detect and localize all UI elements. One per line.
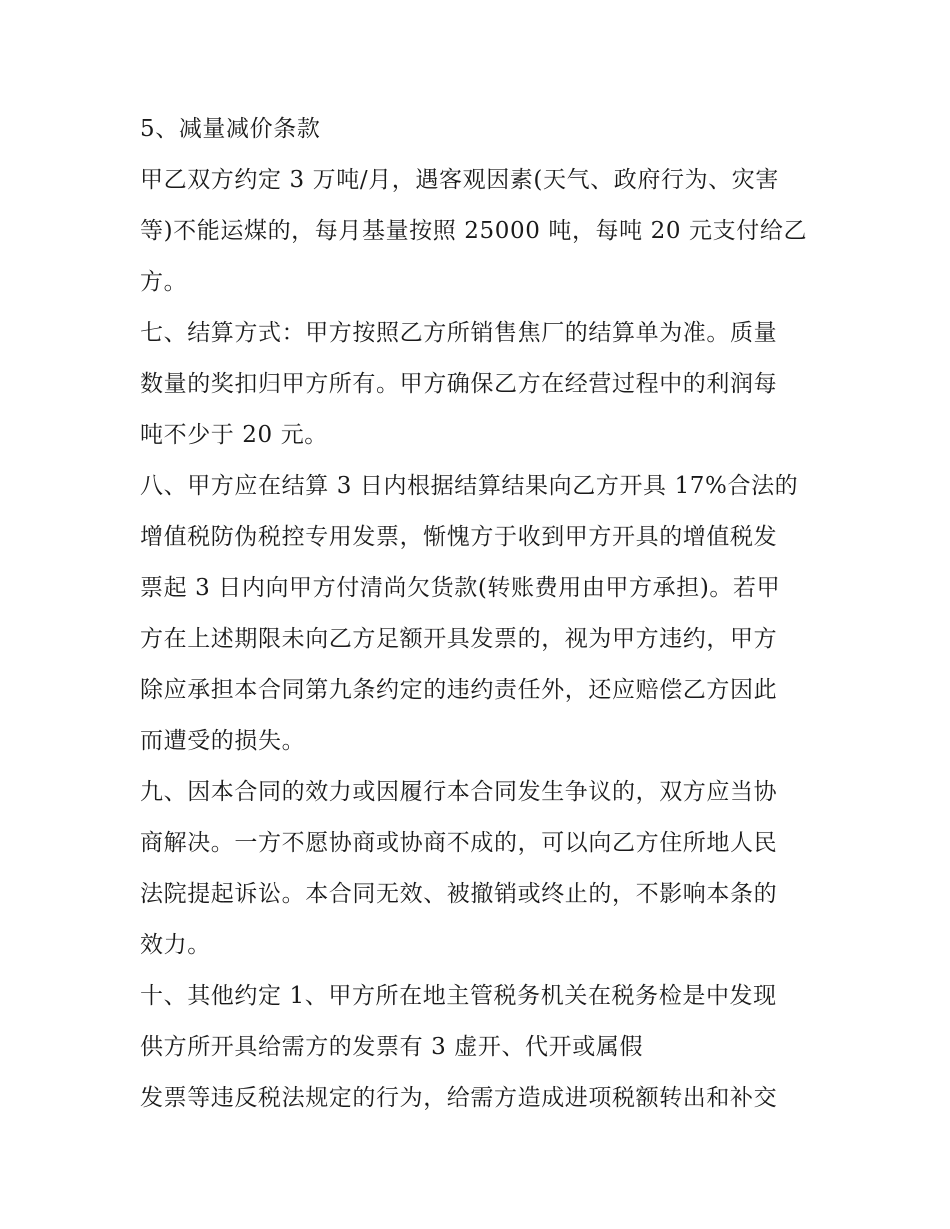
text-line: 七、结算方式：甲方按照乙方所销售焦厂的结算单为准。质量 bbox=[140, 320, 778, 346]
text-line: 增值税防伪税控专用发票，惭愧方于收到甲方开具的增值税发 bbox=[140, 524, 778, 550]
text-line: 发票等违反税法规定的行为，给需方造成进项税额转出和补交 bbox=[140, 1085, 778, 1111]
clause-7-settlement bbox=[140, 308, 820, 461]
document-body bbox=[140, 104, 820, 1124]
clause-8-invoice bbox=[140, 461, 820, 767]
text-line: 数量的奖扣归甲方所有。甲方确保乙方在经营过程中的利润每 bbox=[140, 371, 778, 397]
text-line: 而遭受的损失。 bbox=[140, 728, 306, 754]
clause-9-disputes bbox=[140, 767, 820, 971]
text-line: 等)不能运煤的，每月基量按照 25000 吨，每吨 20 元支付给乙 bbox=[140, 218, 808, 244]
text-line: 法院提起诉讼。本合同无效、被撤销或终止的，不影响本条的 bbox=[140, 881, 778, 907]
text-line: 除应承担本合同第九条约定的违约责任外，还应赔偿乙方因此 bbox=[140, 677, 778, 703]
text-line: 方在上述期限未向乙方足额开具发票的，视为甲方违约，甲方 bbox=[140, 626, 778, 652]
text-line: 九、因本合同的效力或因履行本合同发生争议的，双方应当协 bbox=[140, 779, 778, 805]
text-line: 方。 bbox=[140, 269, 188, 295]
clause-5-body bbox=[140, 155, 820, 308]
clause-10-continued bbox=[140, 1073, 820, 1124]
clause-10-other bbox=[140, 971, 820, 1073]
text-line: 八、甲方应在结算 3 日内根据结算结果向乙方开具 17%合法的 bbox=[140, 473, 799, 499]
text-line: 十、其他约定 1、甲方所在地主管税务机关在税务检是中发现 bbox=[140, 983, 777, 1009]
text-line: 商解决。一方不愿协商或协商不成的，可以向乙方住所地人民 bbox=[140, 830, 778, 856]
text-line: 吨不少于 20 元。 bbox=[140, 422, 328, 448]
clause-5-heading bbox=[140, 104, 820, 155]
text-line: 供方所开具给需方的发票有 3 虚开、代开或属假 bbox=[140, 1034, 644, 1060]
text-line: 效力。 bbox=[140, 932, 211, 958]
text-line: 甲乙双方约定 3 万吨/月，遇客观因素(天气、政府行为、灾害 bbox=[140, 167, 779, 193]
text-line: 票起 3 日内向甲方付清尚欠货款(转账费用由甲方承担)。若甲 bbox=[140, 575, 781, 601]
text-line: 5、减量减价条款 bbox=[140, 116, 321, 142]
